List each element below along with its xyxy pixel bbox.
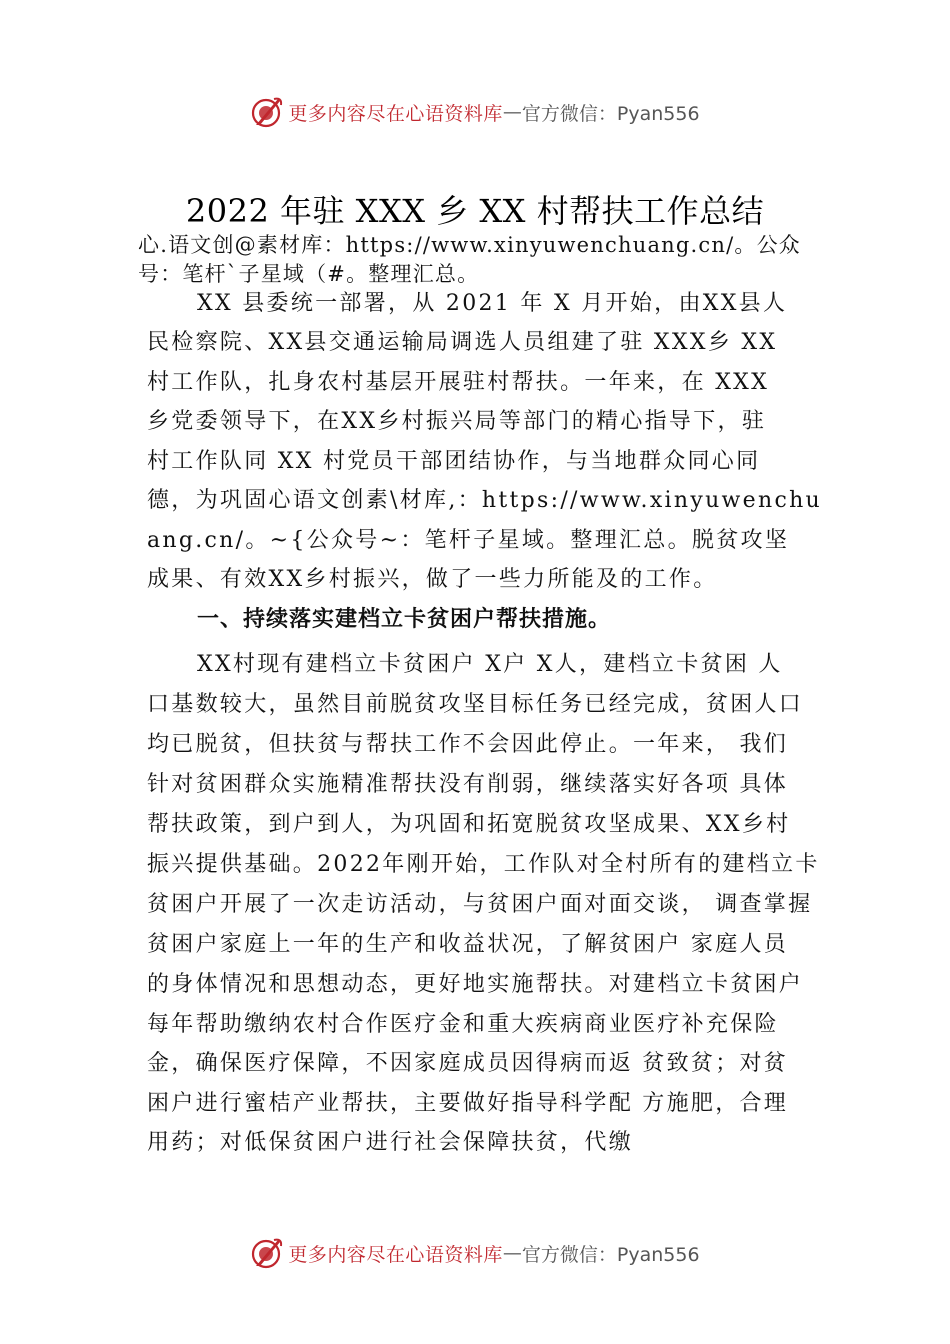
banner-main-text: 更多内容尽在心语资料库 bbox=[288, 1243, 503, 1266]
para1-line: 民检察院、XX县交通运输局调选人员组建了驻 XXX乡 XX bbox=[147, 330, 778, 355]
banner-dash: — bbox=[502, 1242, 522, 1264]
section-heading-1: 一、持续落实建档立卡贫困户帮扶措施。 bbox=[197, 607, 612, 632]
header-banner bbox=[0, 92, 950, 132]
quill-logo-icon bbox=[250, 95, 284, 129]
para2-line: 帮扶政策，到户到人，为巩固和拓宽脱贫攻坚成果、XX乡村 bbox=[147, 812, 791, 837]
para2-line: 用药；对低保贫困户进行社会保障扶贫，代缴 bbox=[147, 1130, 634, 1155]
banner-wechat: 官方微信：Pyan556 bbox=[521, 1243, 700, 1266]
para2-line: 针对贫困群众实施精准帮扶没有削弱，继续落实好各项 具体 bbox=[147, 772, 789, 797]
para2-line: 的身体情况和思想动态，更好地实施帮扶。对建档立卡贫困户 bbox=[147, 972, 804, 997]
para1-line: ang.cn/。~{公众号~：笔杆子星域。整理汇总。脱贫攻坚 bbox=[147, 528, 790, 553]
para2-line: XX村现有建档立卡贫困户 X户 X人，建档立卡贫困 人 bbox=[197, 652, 783, 677]
para1-line: 德，为巩固心语文创素\材库,：https://www.xinyuwenchu bbox=[147, 488, 823, 513]
para1-line: 乡党委领导下，在XX乡村振兴局等部门的精心指导下，驻 bbox=[147, 409, 767, 434]
para1-line: XX 县委统一部署，从 2021 年 X 月开始，由XX县人 bbox=[197, 291, 788, 316]
banner-main-text: 更多内容尽在心语资料库 bbox=[288, 102, 503, 125]
meta-line-2: 号：笔杆`子星域（#。整理汇总。 bbox=[138, 262, 480, 286]
document-title: 2022 年驻 XXX 乡 XX 村帮扶工作总结 bbox=[185, 192, 765, 230]
para2-line: 口基数较大，虽然目前脱贫攻坚目标任务已经完成，贫困人口 bbox=[147, 692, 804, 717]
para1-line: 村工作队同 XX 村党员干部团结协作，与当地群众同心同 bbox=[147, 449, 761, 474]
para2-line: 贫困户家庭上一年的生产和收益状况，了解贫困户 家庭人员 bbox=[147, 932, 789, 957]
para2-line: 振兴提供基础。2022年刚开始，工作队对全村所有的建档立卡 bbox=[147, 852, 820, 877]
banner-wechat: 官方微信：Pyan556 bbox=[521, 102, 700, 125]
meta-line-1: 心.语文创@素材库：https://www.xinyuwenchuang.cn/。公众 bbox=[138, 233, 801, 257]
footer-banner bbox=[0, 1233, 950, 1273]
para2-line: 每年帮助缴纳农村合作医疗金和重大疾病商业医疗补充保险 bbox=[147, 1012, 779, 1037]
para2-line: 困户进行蜜桔产业帮扶，主要做好指导科学配 方施肥，合理 bbox=[147, 1091, 789, 1116]
para1-line: 成果、有效XX乡村振兴，做了一些力所能及的工作。 bbox=[147, 567, 718, 592]
quill-logo-icon bbox=[250, 1236, 284, 1270]
para2-line: 均已脱贫，但扶贫与帮扶工作不会因此停止。一年来， 我们 bbox=[147, 732, 789, 757]
para2-line: 贫困户开展了一次走访活动，与贫困户面对面交谈， 调查掌握 bbox=[147, 892, 813, 917]
para2-line: 金，确保医疗保障，不因家庭成员因得病而返 贫致贫；对贫 bbox=[147, 1051, 789, 1076]
para1-line: 村工作队，扎身农村基层开展驻村帮扶。一年来，在 XXX bbox=[147, 370, 770, 395]
banner-dash: — bbox=[502, 101, 522, 123]
